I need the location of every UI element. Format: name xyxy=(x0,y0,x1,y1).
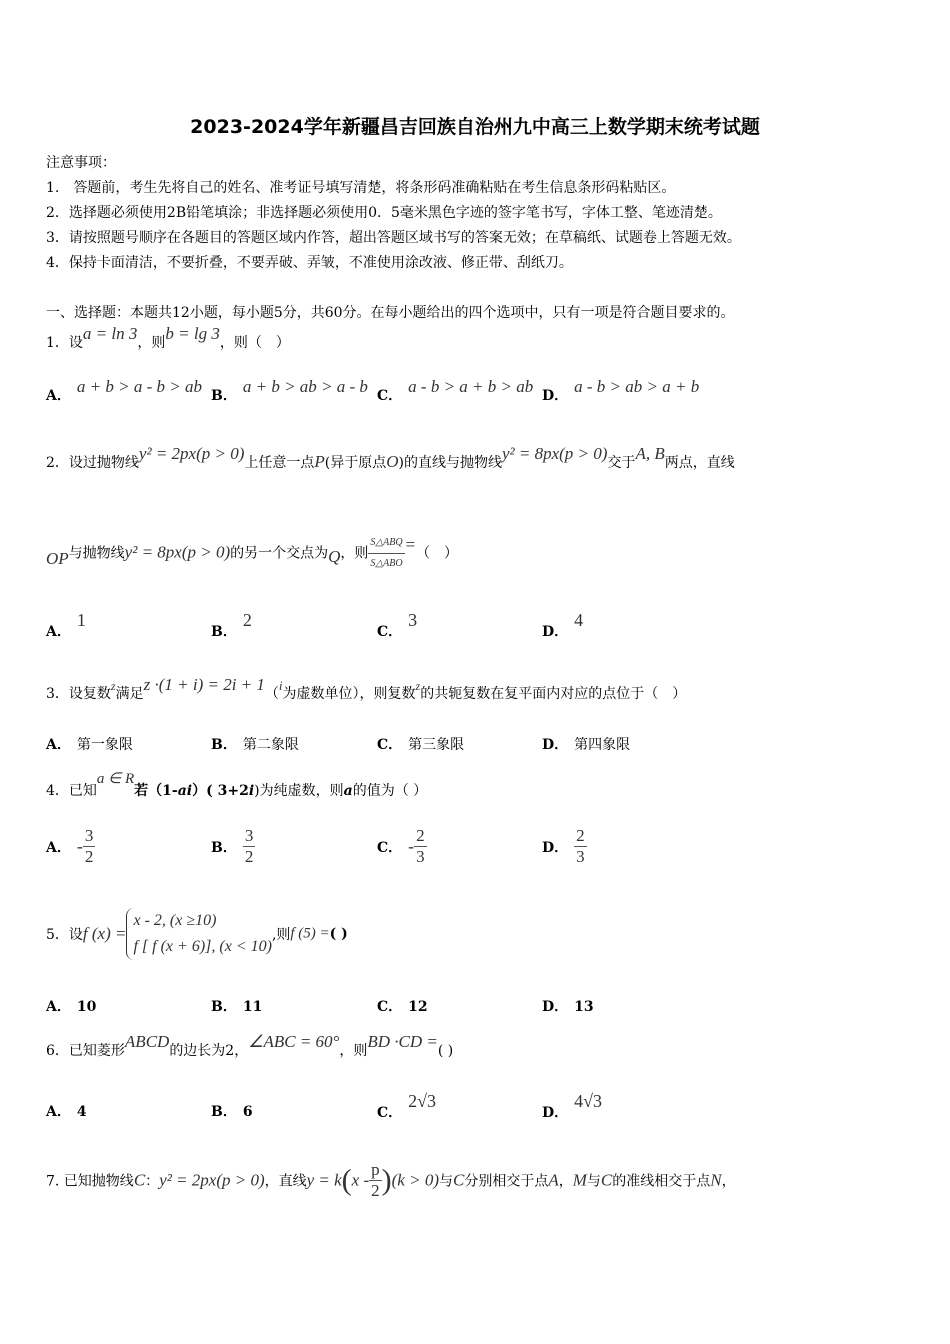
question-7: 7. 已知抛物线C：y² = 2px(p > 0)，直线y = k(x - $\frac{p}{2}$ )(k > 0)与C分别相交于点A，M与C的准线相交于点N， xyxy=(46,1160,736,1200)
q2-area-ratio: $\frac{\text{S△ABQ}}{\text{S△ABO}}$ xyxy=(368,533,404,574)
q2-option-c[interactable]: C．3 xyxy=(377,610,418,640)
q2-option-d[interactable]: D．4 xyxy=(542,610,584,640)
question-2-line-1: 2．设过抛物线y² = 2px(p > 0)上任意一点P(异于原点O)的直线与抛物线y² = 8px(p > 0)交于A, B两点，直线 xyxy=(46,444,735,471)
question-3: 3．设复数z满足z ·(1 + i) = 2i + 1（i为虚数单位），则复数z的共轭复数在复平面内对应的点位于（ ） xyxy=(46,675,687,702)
q5-option-d[interactable]: D． 13 xyxy=(542,999,594,1015)
q4-option-b[interactable]: B． $\frac{3}{2}$ xyxy=(211,826,254,866)
q4-option-c[interactable]: C． - $\frac{2}{3}$ xyxy=(377,826,425,866)
q4-option-d[interactable]: D． $\frac{2}{3}$ xyxy=(542,826,585,866)
q5-option-c[interactable]: C． 12 xyxy=(377,999,428,1015)
q1-option-d[interactable]: D． a - b > ab > a + b xyxy=(542,377,700,404)
q1-math-a: a = ln 3 xyxy=(82,324,138,343)
q1-option-b[interactable]: B． a + b > ab > a - b xyxy=(211,377,368,404)
q3-option-a[interactable]: A． 第一象限 xyxy=(46,737,133,753)
question-5: 5．设f (x) = x - 2, (x ≥10) f [ f (x + 6)], (x < 10) ,则f (5) =( ) xyxy=(46,908,348,960)
q6-option-d[interactable]: D．4√3 xyxy=(542,1091,603,1121)
q5-option-b[interactable]: B． 11 xyxy=(211,999,263,1015)
note-3: 3．请按照题号顺序在各题目的答题区域内作答，超出答题区域书写的答案无效；在草稿纸、试题卷上答题无效。 xyxy=(46,230,741,246)
notes-heading: 注意事项： xyxy=(46,155,116,171)
q1-option-a[interactable]: A． a + b > a - b > ab xyxy=(46,377,202,404)
q1-option-c[interactable]: C． a - b > a + b > ab xyxy=(377,377,534,404)
note-1: 1. 答题前，考生先将自己的姓名、准考证号填写清楚，将条形码准确粘贴在考生信息条形码粘贴区。 xyxy=(46,180,676,196)
q6-option-c[interactable]: C．2√3 xyxy=(377,1091,437,1121)
note-4: 4．保持卡面清洁，不要折叠，不要弄破、弄皱，不准使用涂改液、修正带、刮纸刀。 xyxy=(46,255,573,271)
q2-option-a[interactable]: A．1 xyxy=(46,610,86,640)
question-4: 4．已知a ∈ R若（1-ai）( 3+2i)为纯虚数，则a的值为（ ） xyxy=(46,771,428,799)
question-1: 1．设a = ln 3，则b = lg 3，则（ ） xyxy=(46,324,290,351)
q6-option-b[interactable]: B． 6 xyxy=(211,1104,253,1120)
q2-option-b[interactable]: B．2 xyxy=(211,610,252,640)
question-2-line-2: OP与抛物线y² = 8px(p > 0)的另一个交点为Q，则 $\frac{\text{S△ABQ}}{\text{S△ABO}}$ =（ ） xyxy=(46,533,458,574)
section-heading: 一、选择题：本题共12小题，每小题5分，共60分。在每小题给出的四个选项中，只有一项是符合题目要求的。 xyxy=(46,305,735,321)
q3-option-c[interactable]: C． 第三象限 xyxy=(377,737,465,753)
q4-option-a[interactable]: A． - $\frac{3}{2}$ xyxy=(46,826,94,866)
q1-math-b: b = lg 3 xyxy=(165,324,220,343)
question-6: 6．已知菱形ABCD的边长为2，∠ABC = 60°，则BD ·CD =( ) xyxy=(46,1032,454,1059)
q3-option-d[interactable]: D． 第四象限 xyxy=(542,737,631,753)
q5-piecewise: x - 2, (x ≥10) f [ f (x + 6)], (x < 10) xyxy=(126,908,271,960)
q3-option-b[interactable]: B． 第二象限 xyxy=(211,737,299,753)
page-title: 2023-2024学年新疆昌吉回族自治州九中高三上数学期末统考试题 xyxy=(190,116,760,138)
note-2: 2．选择题必须使用2B铅笔填涂；非选择题必须使用0．5毫米黑色字迹的签字笔书写，字体工整、笔迹清楚。 xyxy=(46,205,722,221)
q5-option-a[interactable]: A． 10 xyxy=(46,999,97,1015)
q6-option-a[interactable]: A． 4 xyxy=(46,1104,87,1120)
